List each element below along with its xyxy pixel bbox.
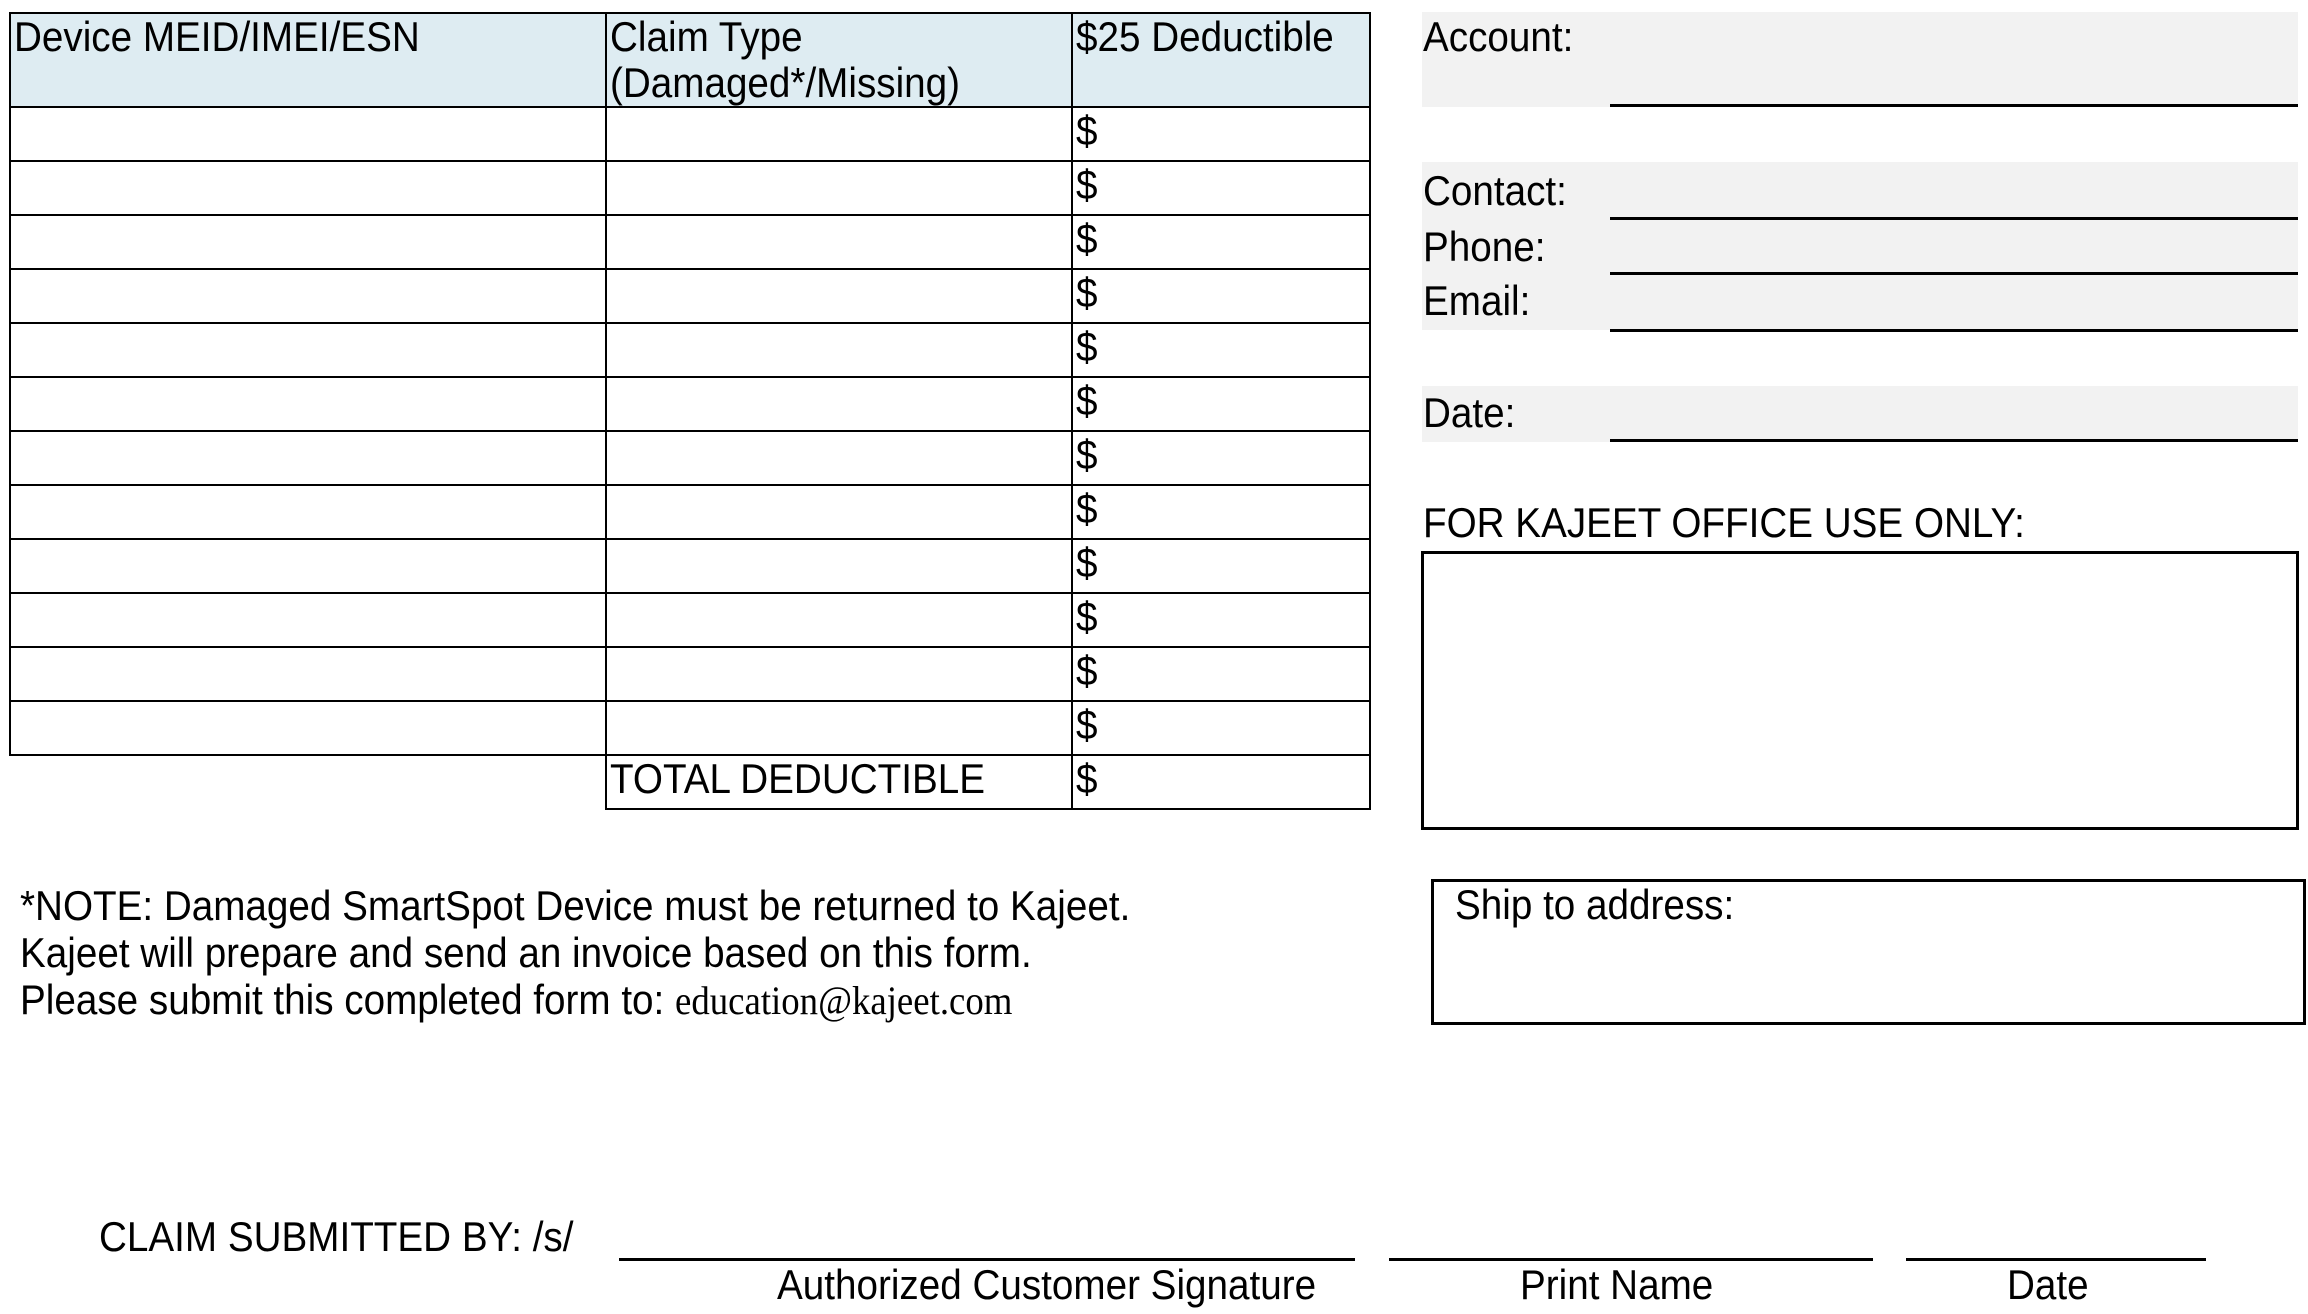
deductible-cell[interactable] <box>1072 107 1370 161</box>
date-input-line[interactable] <box>1610 439 2298 442</box>
total-label-cell <box>606 755 1072 809</box>
claim-type-cell[interactable] <box>606 215 1072 269</box>
deductible-value: $ <box>1076 269 1098 316</box>
claim-type-cell[interactable] <box>606 485 1072 539</box>
table-header-row <box>10 13 1370 107</box>
device-id-cell[interactable] <box>10 431 606 485</box>
table-row <box>10 431 1370 485</box>
total-spacer <box>10 755 606 809</box>
signature-caption: Authorized Customer Signature <box>777 1261 1317 1308</box>
deductible-value: $ <box>1076 215 1098 262</box>
contact-input-line[interactable] <box>1610 217 2298 220</box>
deductible-cell[interactable] <box>1072 701 1370 755</box>
table-row <box>10 701 1370 755</box>
table-row <box>10 323 1370 377</box>
deductible-value: $ <box>1076 701 1098 748</box>
device-id-cell[interactable] <box>10 107 606 161</box>
device-id-cell[interactable] <box>10 269 606 323</box>
table-row <box>10 107 1370 161</box>
deductible-cell[interactable] <box>1072 323 1370 377</box>
deductible-value: $ <box>1076 431 1098 478</box>
claim-type-cell[interactable] <box>606 269 1072 323</box>
claim-type-cell[interactable] <box>606 539 1072 593</box>
claim-type-cell[interactable] <box>606 107 1072 161</box>
table-row <box>10 269 1370 323</box>
deductible-cell[interactable] <box>1072 593 1370 647</box>
date-caption: Date <box>2007 1261 2089 1308</box>
account-label: Account: <box>1423 13 1574 60</box>
device-id-cell[interactable] <box>10 485 606 539</box>
device-id-cell[interactable] <box>10 647 606 701</box>
header-claim-type-label: Claim Type <box>610 13 803 60</box>
deductible-cell[interactable] <box>1072 161 1370 215</box>
claim-type-cell[interactable] <box>606 431 1072 485</box>
device-id-cell[interactable] <box>10 377 606 431</box>
device-id-cell[interactable] <box>10 161 606 215</box>
device-id-cell[interactable] <box>10 215 606 269</box>
office-use-box[interactable] <box>1421 551 2299 830</box>
deductible-value: $ <box>1076 161 1098 208</box>
table-row <box>10 593 1370 647</box>
claim-type-cell[interactable] <box>606 647 1072 701</box>
note-submit-prefix: Please submit this completed form to: <box>20 976 676 1023</box>
claim-type-cell[interactable] <box>606 701 1072 755</box>
deductible-cell[interactable] <box>1072 377 1370 431</box>
table-row <box>10 485 1370 539</box>
deductible-value: $ <box>1076 539 1098 586</box>
deductible-cell[interactable] <box>1072 647 1370 701</box>
table-row <box>10 215 1370 269</box>
office-use-heading: FOR KAJEET OFFICE USE ONLY: <box>1423 499 2025 546</box>
deductible-value: $ <box>1076 485 1098 532</box>
account-input-line[interactable] <box>1610 104 2298 107</box>
header-deductible-label: $25 Deductible <box>1076 13 1334 60</box>
note-line-2: Kajeet will prepare and send an invoice based on this form. <box>20 929 1032 976</box>
phone-input-line[interactable] <box>1610 272 2298 275</box>
total-deductible-label: TOTAL DEDUCTIBLE <box>610 755 986 802</box>
deductible-value: $ <box>1076 647 1098 694</box>
total-row <box>10 755 1370 809</box>
table-row <box>10 539 1370 593</box>
email-input-line[interactable] <box>1610 329 2298 332</box>
claim-submitted-by-label: CLAIM SUBMITTED BY: /s/ <box>99 1213 574 1260</box>
header-device-id-label: Device MEID/IMEI/ESN <box>14 13 420 60</box>
claim-type-cell[interactable] <box>606 161 1072 215</box>
table-row <box>10 377 1370 431</box>
device-id-cell[interactable] <box>10 539 606 593</box>
claim-type-cell[interactable] <box>606 593 1072 647</box>
ship-to-label: Ship to address: <box>1455 881 1735 928</box>
total-value-cell[interactable] <box>1072 755 1370 809</box>
submit-email-link[interactable]: education@kajeet.com <box>675 978 1013 1023</box>
contact-label: Contact: <box>1423 167 1567 214</box>
date-field-bg <box>1422 386 2298 442</box>
deductible-cell[interactable] <box>1072 485 1370 539</box>
claims-table <box>9 12 1371 810</box>
header-deductible <box>1072 13 1370 107</box>
device-id-cell[interactable] <box>10 593 606 647</box>
deductible-cell[interactable] <box>1072 539 1370 593</box>
note-line-1: *NOTE: Damaged SmartSpot Device must be returned to Kajeet. <box>20 882 1131 929</box>
header-claim-type <box>606 13 1072 107</box>
deductible-cell[interactable] <box>1072 269 1370 323</box>
table-row <box>10 161 1370 215</box>
deductible-value: $ <box>1076 593 1098 640</box>
table-row <box>10 647 1370 701</box>
deductible-value: $ <box>1076 323 1098 370</box>
phone-label: Phone: <box>1423 223 1546 270</box>
date-label: Date: <box>1423 389 1516 436</box>
deductible-value: $ <box>1076 107 1098 154</box>
print-name-caption: Print Name <box>1520 1261 1714 1308</box>
claim-type-cell[interactable] <box>606 377 1072 431</box>
deductible-cell[interactable] <box>1072 431 1370 485</box>
header-device-id <box>10 13 606 107</box>
deductible-value: $ <box>1076 377 1098 424</box>
deductible-cell[interactable] <box>1072 215 1370 269</box>
total-deductible-value: $ <box>1076 755 1098 802</box>
claim-type-cell[interactable] <box>606 323 1072 377</box>
email-label: Email: <box>1423 277 1531 324</box>
note-line-3 <box>20 977 1012 1024</box>
header-claim-type-sublabel: (Damaged*/Missing) <box>610 59 961 106</box>
device-id-cell[interactable] <box>10 323 606 377</box>
device-id-cell[interactable] <box>10 701 606 755</box>
